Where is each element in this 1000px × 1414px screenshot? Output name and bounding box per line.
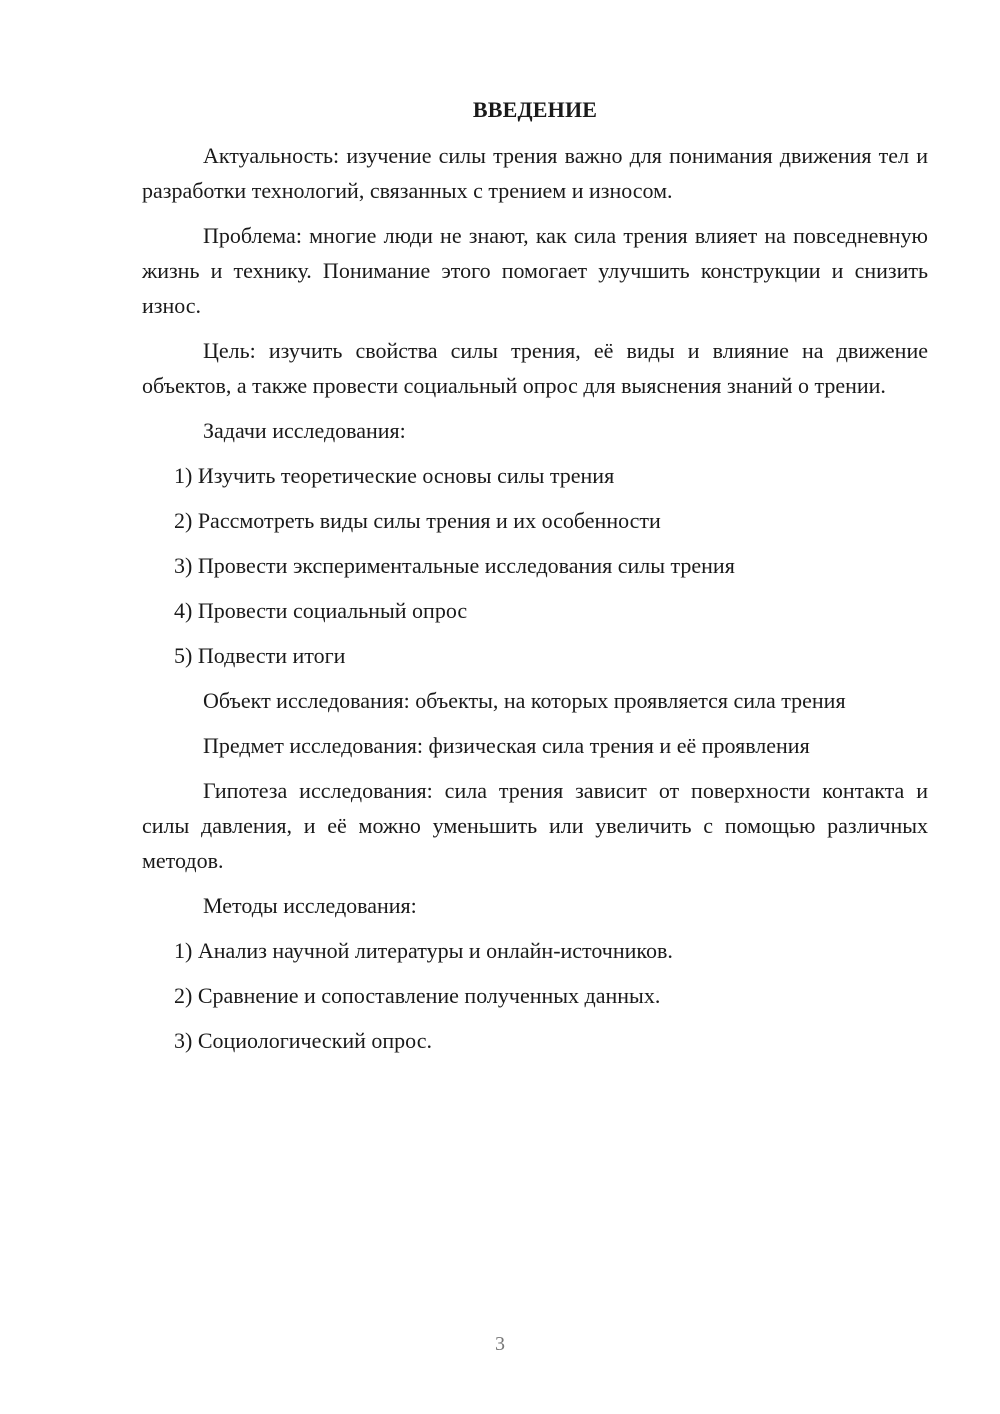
page-number: 3: [495, 1333, 505, 1355]
task-item: 3) Провести экспериментальные исследования силы трения: [174, 553, 735, 578]
relevance-paragraph: Актуальность: изучение силы трения важно для понимания движения тел и разработки технологий, связанных с трением и износом.: [142, 143, 928, 203]
section-heading: ВВЕДЕНИЕ: [472, 97, 598, 122]
object-paragraph: Объект исследования: объекты, на которых проявляется сила трения: [203, 688, 846, 713]
subject-paragraph: Предмет исследования: физическая сила трения и её проявления: [203, 733, 810, 758]
task-item: 4) Провести социальный опрос: [174, 598, 468, 623]
method-item: 2) Сравнение и сопоставление полученных данных.: [174, 983, 661, 1008]
document-page: [142, 92, 928, 1068]
problem-paragraph: Проблема: многие люди не знают, как сила трения влияет на повседневную жизнь и технику. Понимание этого помогает улучшить конструкции и снизить износ.: [142, 223, 928, 318]
method-item: 1) Анализ научной литературы и онлайн-источников.: [174, 938, 673, 963]
task-item: 5) Подвести итоги: [174, 643, 346, 668]
hypothesis-paragraph: Гипотеза исследования: сила трения зависит от поверхности контакта и силы давления, и её можно уменьшить или увеличить с помощью различных методов.: [142, 778, 928, 873]
methods-title: Методы исследования:: [203, 893, 417, 918]
tasks-title: Задачи исследования:: [203, 418, 406, 443]
task-item: 2) Рассмотреть виды силы трения и их особенности: [174, 508, 661, 533]
goal-paragraph: Цель: изучить свойства силы трения, её виды и влияние на движение объектов, а также провести социальный опрос для выяснения знаний о трении.: [142, 338, 928, 398]
task-item: 1) Изучить теоретические основы силы трения: [174, 463, 615, 488]
method-item: 3) Социологический опрос.: [174, 1028, 432, 1053]
